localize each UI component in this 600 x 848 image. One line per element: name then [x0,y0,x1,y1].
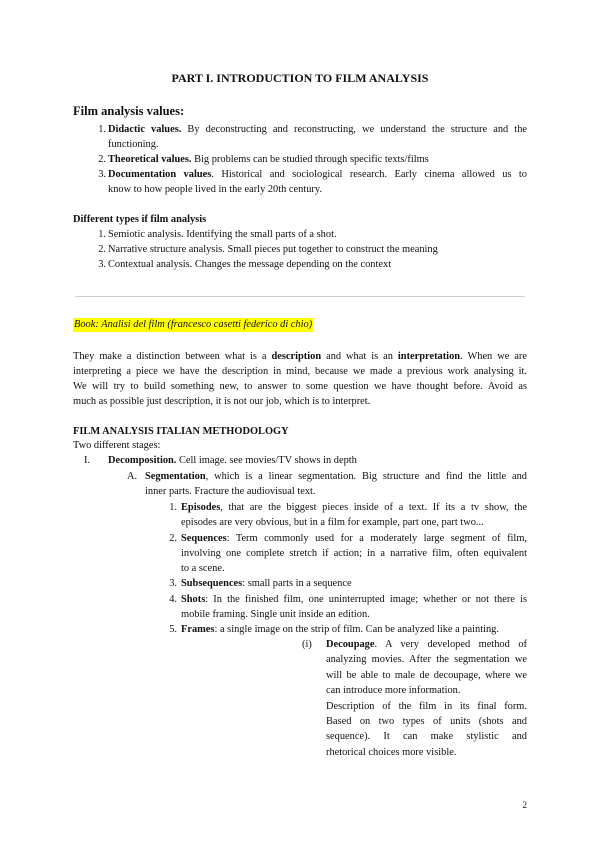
decoupage-line: sequence). It can make stylistic and [326,731,527,742]
list-item: Documentation values. Historical and sociological research. Early cinema allowed us to [108,169,527,180]
list-number: 1. [169,502,177,513]
term: Theoretical values. [108,154,192,165]
list-item-continuation: involving one complete stretch if action; in a narrative film, often equivalent [181,548,527,559]
list-number: 1. [98,229,106,240]
methodology-heading: FILM ANALYSIS ITALIAN METHODOLOGY [73,426,289,437]
list-number: 1. [98,124,106,135]
term: Documentation values [108,169,212,180]
list-number: 2. [98,244,106,255]
book-note-highlight: Book: Analisi del film (francesco casetti federico di chio) [74,319,313,330]
roman-small-number: (i) [302,639,312,650]
alpha-number: A. [127,471,138,482]
list-number: 3. [98,169,106,180]
methodology-subheading: Two different stages: [73,440,161,451]
list-item-continuation: functioning. [108,139,159,150]
list-number: 3. [169,578,177,589]
list-number: 5. [169,624,177,635]
paragraph-line: interpreting a piece we have the description in mind, because we made a previous work analysing it. [73,366,527,377]
list-item: Theoretical values. Big problems can be studied through specific texts/films [108,154,429,165]
paragraph-line: They make a distinction between what is a description and what is an interpretation. When we are [73,351,527,362]
decoupage-line: can introduce more information. [326,685,461,696]
decoupage-line: Based on two types of units (shots and [326,716,527,727]
list-number: 2. [98,154,106,165]
list-item: Frames: a single image on the strip of film. Can be analyzed like a painting. [181,624,499,635]
list-item-continuation: mobile framing. Single unit inside an edition. [181,609,370,620]
list-item: Narrative structure analysis. Small pieces put together to construct the meaning [108,244,438,255]
decoupage-line: analyzing movies. After the segmentation we [326,654,527,665]
decoupage-line: rhetorical choices more visible. [326,747,457,758]
list-number: 4. [169,594,177,605]
list-item: Semiotic analysis. Identifying the small parts of a shot. [108,229,337,240]
roman-number: I. [84,455,91,466]
term: Didactic values. [108,124,182,135]
list-item: Subsequences: small parts in a sequence [181,578,352,589]
page-number: 2 [522,800,527,810]
list-item: Sequences: Term commonly used for a moderately large segment of film, [181,533,527,544]
decoupage-line: Decoupage. A very developed method of [326,639,527,650]
divider [75,296,525,297]
outline-item: Segmentation, which is a linear segmentation. Big structure and find the little and [145,471,527,482]
types-heading: Different types if film analysis [73,214,207,225]
values-heading: Film analysis values: [73,104,185,118]
list-item: Contextual analysis. Changes the message depending on the context [108,259,392,270]
paragraph-line: We will try to build something new, to answer to some question we have thought before. Avoid as [73,381,527,392]
list-number: 3. [98,259,106,270]
list-number: 2. [169,533,177,544]
list-item-continuation: episodes are very obvious, but in a film for example, part one, part two... [181,517,484,528]
page-title: PART I. INTRODUCTION TO FILM ANALYSIS [171,71,429,85]
list-item: Shots: In the finished film, one uninterrupted image; whether or not there is [181,594,527,605]
list-item: Didactic values. By deconstructing and reconstructing, we understand the structure and the [108,124,528,135]
list-item-continuation: know to how people lived in the early 20th century. [108,184,323,195]
outline-item: Decomposition. Cell image. see movies/TV shows in depth [108,455,357,466]
list-item-continuation: to a scene. [181,563,225,574]
paragraph-line: much as possible just description, it is not our job, which is to interpret. [73,396,371,407]
list-item: Episodes, that are the biggest pieces inside of a text. If its a tv show, the [181,502,527,513]
outline-item-continuation: inner parts. Fracture the audiovisual text. [145,486,316,497]
decoupage-line: Description of the film in its final form. [326,701,527,712]
decoupage-line: will be able to male de decoupage, where we [326,670,527,681]
